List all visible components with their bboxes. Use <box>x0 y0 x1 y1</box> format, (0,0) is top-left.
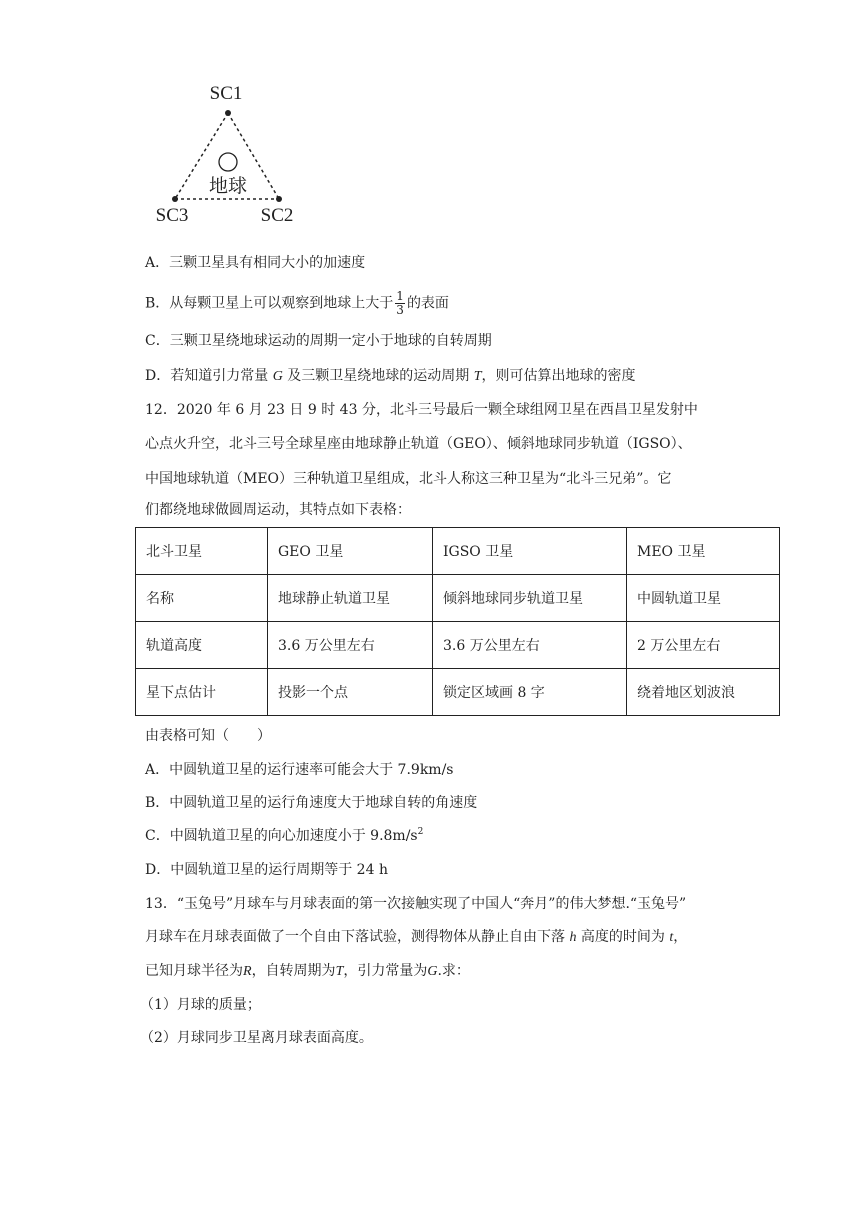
var-g-const: G <box>427 964 438 979</box>
var-t: T <box>473 369 482 384</box>
beidou-satellite-table <box>135 527 780 716</box>
table-cell: 2 万公里左右 <box>627 622 780 669</box>
q11-d-part3: ，则可估算出地球的密度 <box>481 368 636 384</box>
table-row <box>136 575 780 622</box>
table-row <box>136 528 780 575</box>
q11-option-b <box>145 290 449 317</box>
superscript-2: 2 <box>417 827 424 837</box>
satellite-sc1-dot <box>225 110 231 116</box>
label-sc3: SC3 <box>155 205 189 226</box>
fraction-denominator: 3 <box>396 303 404 317</box>
q13-stem-line1: 13．“玉兔号”月球车与月球表面的第一次接触实现了中国人“奔月”的伟大梦想.“玉兔号” <box>145 896 687 912</box>
table-row <box>136 622 780 669</box>
earth-circle <box>219 153 237 171</box>
q13-l2-c: ， <box>673 929 688 945</box>
q13-subquestion-2: （2）月球同步卫星离月球表面高度。 <box>140 1030 373 1046</box>
var-g: G <box>272 369 283 384</box>
q11-option-b-suffix: 的表面 <box>406 295 449 312</box>
table-cell: 北斗卫星 <box>136 528 268 575</box>
q13-l3-d: .求： <box>437 963 470 979</box>
table-cell: MEO 卫星 <box>627 528 780 575</box>
q12-stem-line4: 们都绕地球做圆周运动，其特点如下表格： <box>145 502 411 518</box>
q11-option-c: C．三颗卫星绕地球运动的周期一定小于地球的自转周期 <box>145 333 492 349</box>
q11-d-part1: D．若知道引力常量 <box>145 368 269 384</box>
q12-option-b: B．中圆轨道卫星的运行角速度大于地球自转的角速度 <box>145 795 478 811</box>
q13-l3-a: 已知月球半径为 <box>145 963 243 979</box>
table-cell: 星下点估计 <box>136 669 268 716</box>
table-cell: 中圆轨道卫星 <box>627 575 780 622</box>
table-cell: IGSO 卫星 <box>433 528 627 575</box>
q12-option-a: A．中圆轨道卫星的运行速率可能会大于 7.9km/s <box>145 762 454 778</box>
table-cell: 倾斜地球同步轨道卫星 <box>433 575 627 622</box>
q12-option-c-text: C．中圆轨道卫星的向心加速度小于 9.8m/s <box>145 828 418 844</box>
table-row <box>136 669 780 716</box>
q11-d-part2: 及三颗卫星绕地球的运动周期 <box>287 368 470 384</box>
fraction-one-third <box>395 290 405 317</box>
satellite-triangle-diagram <box>140 75 320 235</box>
satellite-sc3-dot <box>172 196 178 202</box>
q13-subquestion-1: （1）月球的质量； <box>140 997 261 1013</box>
q11-option-b-prefix: B．从每颗卫星上可以观察到地球上大于 <box>145 295 394 312</box>
q12-stem-line1: 12．2020 年 6 月 23 日 9 时 43 分，北斗三号最后一颗全球组网卫星在西昌卫星发射中 <box>145 402 698 418</box>
table-cell: 3.6 万公里左右 <box>433 622 627 669</box>
q12-option-c <box>145 826 423 846</box>
label-sc1: SC1 <box>209 83 243 104</box>
table-cell: 3.6 万公里左右 <box>268 622 433 669</box>
var-t-time: t <box>669 930 674 945</box>
table-cell: 轨道高度 <box>136 622 268 669</box>
q13-l2-b: 高度的时间为 <box>580 929 665 945</box>
table-cell: 名称 <box>136 575 268 622</box>
q13-stem-line3 <box>145 961 470 982</box>
q12-option-d: D．中圆轨道卫星的运行周期等于 24 h <box>145 862 388 878</box>
q12-stem-line3: 中国地球轨道（MEO）三种轨道卫星组成，北斗人称这三种卫星为“北斗三兄弟”。它 <box>145 471 672 487</box>
label-earth: 地球 <box>208 176 248 197</box>
table-cell: 地球静止轨道卫星 <box>268 575 433 622</box>
var-r: R <box>243 964 252 979</box>
satellite-sc2-dot <box>276 196 282 202</box>
q12-stem-end: 由表格可知（ ） <box>145 728 271 744</box>
table-cell: 锁定区域画 8 字 <box>433 669 627 716</box>
q13-l3-b: ，自转周期为 <box>251 963 336 979</box>
var-t-period: T <box>335 964 344 979</box>
fraction-numerator: 1 <box>396 289 404 303</box>
q13-stem-line2 <box>145 927 687 948</box>
q13-l2-a: 月球车在月球表面做了一个自由下落试验，测得物体从静止自由下落 <box>145 929 565 945</box>
q12-stem-line2: 心点火升空，北斗三号全球星座由地球静止轨道（GEO）、倾斜地球同步轨道（IGSO）、 <box>145 436 692 452</box>
q11-option-d <box>145 366 636 387</box>
q11-option-a: A．三颗卫星具有相同大小的加速度 <box>145 255 366 271</box>
q13-l3-c: ，引力常量为 <box>343 963 428 979</box>
table-cell: 投影一个点 <box>268 669 433 716</box>
var-h: h <box>569 930 577 945</box>
table-cell: GEO 卫星 <box>268 528 433 575</box>
table-cell: 绕着地区划波浪 <box>627 669 780 716</box>
label-sc2: SC2 <box>260 205 294 226</box>
